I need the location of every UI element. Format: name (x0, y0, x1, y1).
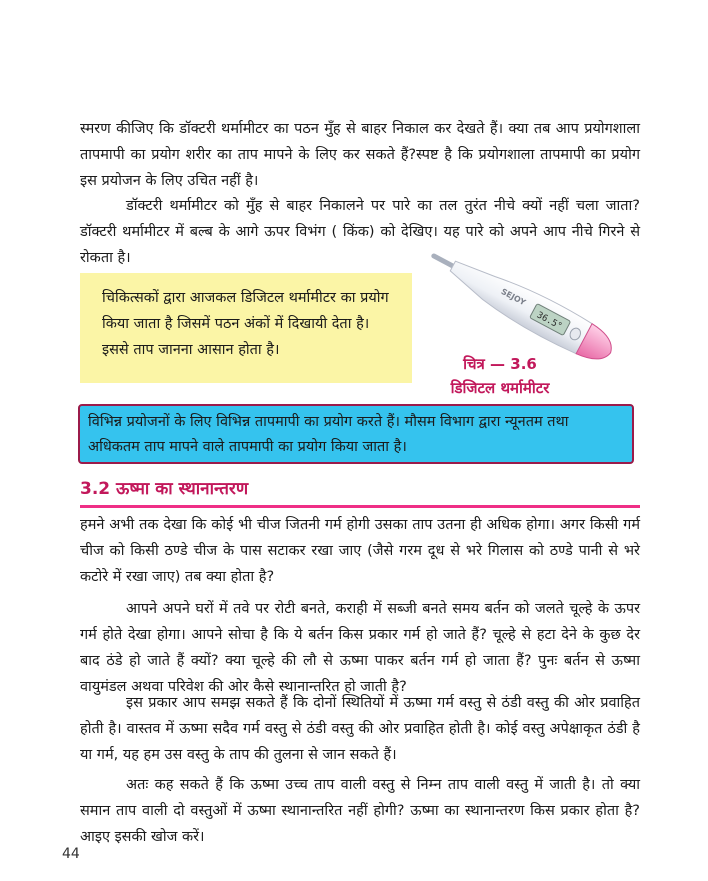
digital-thermometer-note-text: चिकित्सकों द्वारा आजकल डिजिटल थर्मामीटर का प्रयोग किया जाता है जिसमें पठन अंकों में दिखायी देता है। इससे ताप जानना आसान होता है। (102, 290, 389, 358)
paragraph-doctor-thermometer: स्मरण कीजिए कि डॉक्टरी थर्मामीटर का पठन मुँह से बाहर निकाल कर देखते हैं। क्या तब आप प्रयोगशाला तापमापी का प्रयोग शरीर का ताप मापने के लिए कर सकते हैं?स्पष्ट है कि प्रयोगशाला तापमापी का प्रयोग इस प्रयोजन के लिए उचित नहीं है। (80, 121, 640, 189)
figure-number: चित्र — 3.6 (463, 355, 537, 373)
section-heading-heat-transfer: 3.2 ऊष्मा का स्थानान्तरण (80, 479, 249, 499)
paragraph-heat-transfer-conclusion: अतः कह सकते हैं कि ऊष्मा उच्च ताप वाली वस्तु से निम्न ताप वाली वस्तु में जाती है। तो क्या समान ताप वाली दो वस्तुओं में ऊष्मा स्थानान्तरित नहीं होगी? ऊष्मा का स्थानान्तरण किस प्रकार होता है? आइए इसकी खोज करें। (80, 777, 640, 845)
paragraph-utensils-on-stove: आपने अपने घरों में तवे पर रोटी बनते, कराही में सब्जी बनते समय बर्तन को जलते चूल्हे के ऊपर गर्म होते देखा होगा। आपने सोचा है कि ये बर्तन किस प्रकार गर्म हो जाते हैं? चूल्हे से हटा देने के कुछ देर बाद ठंडे हो जाते हैं क्यों? क्या चूल्हे की लौ से ऊष्मा पाकर बर्तन गर्म हो जाता हैं? पुनः बर्तन से ऊष्मा वायुमंडल अथवा परिवेश की ओर कैसे स्थानान्तरित हो जाती है? (80, 601, 640, 695)
thermometer-purposes-box (78, 404, 634, 464)
digital-thermometer-illustration (415, 250, 640, 360)
digital-thermometer-figure (415, 250, 640, 360)
thermometer-display-reading: 36.5° (534, 310, 564, 333)
paragraph-hot-cold-contact: हमने अभी तक देखा कि कोई भी चीज जितनी गर्म होगी उसका ताप उतना ही अधिक होगा। अगर किसी गर्म चीज को किसी ठण्डे चीज के पास सटाकर रखा जाए (जैसे गरम दूध से भरे गिलास को ठण्डे पानी से भरे कटोरे में रखा जाए) तब क्या होता है? (80, 517, 640, 585)
thermometer-brand-label: SEJOY (499, 286, 528, 308)
page-number: 44 (62, 846, 80, 862)
thermometer-purposes-text: विभिन्न प्रयोजनों के लिए विभिन्न तापमापी का प्रयोग करते हैं। मौसम विभाग द्वारा न्यूनतम तथा अधिकतम ताप मापने वाले तापमापी का प्रयोग किया जाता है। (88, 414, 569, 455)
paragraph-heat-flow-direction: इस प्रकार आप समझ सकते हैं कि दोनों स्थितियों में ऊष्मा गर्म वस्तु से ठंडी वस्तु की ओर प्रवाहित होती है। वास्तव में ऊष्मा सदैव गर्म वस्तु से ठंडी वस्तु की ओर प्रवाहित होती है। कोई वस्तु अपेक्षाकृत ठंडी है या गर्म, यह हम उस वस्तु के ताप की तुलना से जान सकते हैं। (80, 695, 640, 763)
figure-title: डिजिटल थर्मामीटर (450, 379, 550, 397)
figure-caption (420, 352, 580, 400)
section-heading-rule (80, 505, 640, 508)
paragraph-kink: डॉक्टरी थर्मामीटर को मुँह से बाहर निकालने पर पारे का तल तुरंत नीचे क्यों नहीं चला जाता? डॉक्टरी थर्मामीटर में बल्ब के आगे ऊपर विभंग ( किंक) को देखिए। यह पारे को अपने आप नीचे गिरने से रोकता है। (80, 198, 640, 266)
digital-thermometer-note-box (80, 273, 412, 383)
